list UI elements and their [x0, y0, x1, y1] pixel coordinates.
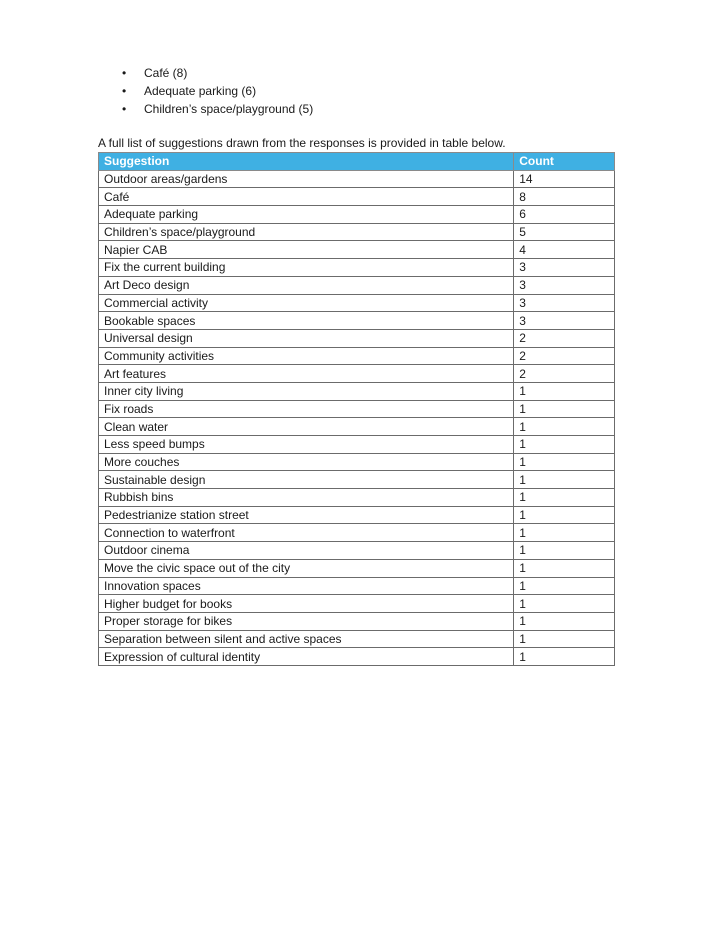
count-cell: 1 — [514, 630, 615, 648]
summary-bullet-list — [98, 64, 313, 118]
bullet-item — [98, 64, 313, 82]
count-cell: 1 — [514, 382, 615, 400]
table-row — [99, 418, 615, 436]
table-row — [99, 630, 615, 648]
suggestions-table — [98, 152, 615, 666]
count-cell: 4 — [514, 241, 615, 259]
table-row — [99, 577, 615, 595]
count-cell: 1 — [514, 418, 615, 436]
count-cell: 1 — [514, 595, 615, 613]
suggestion-cell: Bookable spaces — [99, 312, 514, 330]
suggestion-cell: Separation between silent and active spaces — [99, 630, 514, 648]
suggestion-cell: Universal design — [99, 329, 514, 347]
count-cell: 3 — [514, 259, 615, 277]
bullet-item — [98, 82, 313, 100]
table-row — [99, 400, 615, 418]
suggestion-cell: Children’s space/playground — [99, 223, 514, 241]
suggestion-cell: Adequate parking — [99, 206, 514, 224]
table-row — [99, 223, 615, 241]
count-cell: 1 — [514, 453, 615, 471]
table-row — [99, 506, 615, 524]
count-cell: 1 — [514, 524, 615, 542]
table-row — [99, 542, 615, 560]
suggestion-cell: Community activities — [99, 347, 514, 365]
count-cell: 1 — [514, 489, 615, 507]
table-row — [99, 612, 615, 630]
suggestion-cell: Innovation spaces — [99, 577, 514, 595]
suggestion-cell: Napier CAB — [99, 241, 514, 259]
table-row — [99, 595, 615, 613]
count-cell: 14 — [514, 170, 615, 188]
table-row — [99, 329, 615, 347]
suggestion-cell: Commercial activity — [99, 294, 514, 312]
table-row — [99, 365, 615, 383]
table-row — [99, 188, 615, 206]
count-cell: 2 — [514, 365, 615, 383]
suggestion-cell: Inner city living — [99, 382, 514, 400]
table-row — [99, 312, 615, 330]
suggestion-cell: Outdoor cinema — [99, 542, 514, 560]
table-row — [99, 259, 615, 277]
suggestion-cell: Higher budget for books — [99, 595, 514, 613]
count-cell: 6 — [514, 206, 615, 224]
table-row — [99, 648, 615, 666]
bullet-icon: • — [122, 102, 127, 116]
count-cell: 1 — [514, 559, 615, 577]
suggestion-cell: Café — [99, 188, 514, 206]
table-row — [99, 559, 615, 577]
table-row — [99, 382, 615, 400]
table-row — [99, 489, 615, 507]
count-cell: 1 — [514, 542, 615, 560]
intro-paragraph: A full list of suggestions drawn from the responses is provided in table below. — [98, 136, 506, 150]
count-cell: 1 — [514, 400, 615, 418]
table-header-row — [99, 153, 615, 171]
table-row — [99, 294, 615, 312]
count-cell: 3 — [514, 312, 615, 330]
suggestion-cell: Move the civic space out of the city — [99, 559, 514, 577]
table-row — [99, 206, 615, 224]
suggestion-cell: Pedestrianize station street — [99, 506, 514, 524]
table-row — [99, 276, 615, 294]
bullet-icon: • — [122, 66, 127, 80]
suggestion-cell: Outdoor areas/gardens — [99, 170, 514, 188]
suggestion-cell: Sustainable design — [99, 471, 514, 489]
suggestion-cell: Less speed bumps — [99, 436, 514, 454]
bullet-text: Children’s space/playground (5) — [144, 102, 314, 116]
count-cell: 1 — [514, 506, 615, 524]
count-cell: 2 — [514, 347, 615, 365]
suggestion-cell: Fix the current building — [99, 259, 514, 277]
column-header-suggestion: Suggestion — [99, 153, 514, 171]
table-row — [99, 436, 615, 454]
bullet-text: Café (8) — [144, 66, 188, 80]
count-cell: 1 — [514, 577, 615, 595]
count-cell: 3 — [514, 294, 615, 312]
table-row — [99, 170, 615, 188]
count-cell: 8 — [514, 188, 615, 206]
suggestion-cell: More couches — [99, 453, 514, 471]
bullet-text: Adequate parking (6) — [144, 84, 257, 98]
suggestion-cell: Connection to waterfront — [99, 524, 514, 542]
suggestion-cell: Proper storage for bikes — [99, 612, 514, 630]
table-row — [99, 453, 615, 471]
count-cell: 1 — [514, 436, 615, 454]
suggestion-cell: Art features — [99, 365, 514, 383]
count-cell: 1 — [514, 612, 615, 630]
suggestion-cell: Fix roads — [99, 400, 514, 418]
suggestion-cell: Expression of cultural identity — [99, 648, 514, 666]
count-cell: 2 — [514, 329, 615, 347]
suggestion-cell: Rubbish bins — [99, 489, 514, 507]
count-cell: 5 — [514, 223, 615, 241]
table-row — [99, 471, 615, 489]
table-row — [99, 347, 615, 365]
table-row — [99, 241, 615, 259]
count-cell: 1 — [514, 471, 615, 489]
count-cell: 1 — [514, 648, 615, 666]
count-cell: 3 — [514, 276, 615, 294]
table-body — [99, 170, 615, 665]
suggestion-cell: Clean water — [99, 418, 514, 436]
bullet-icon: • — [122, 84, 127, 98]
bullet-item — [98, 100, 313, 118]
column-header-count: Count — [514, 153, 615, 171]
table-row — [99, 524, 615, 542]
suggestion-cell: Art Deco design — [99, 276, 514, 294]
